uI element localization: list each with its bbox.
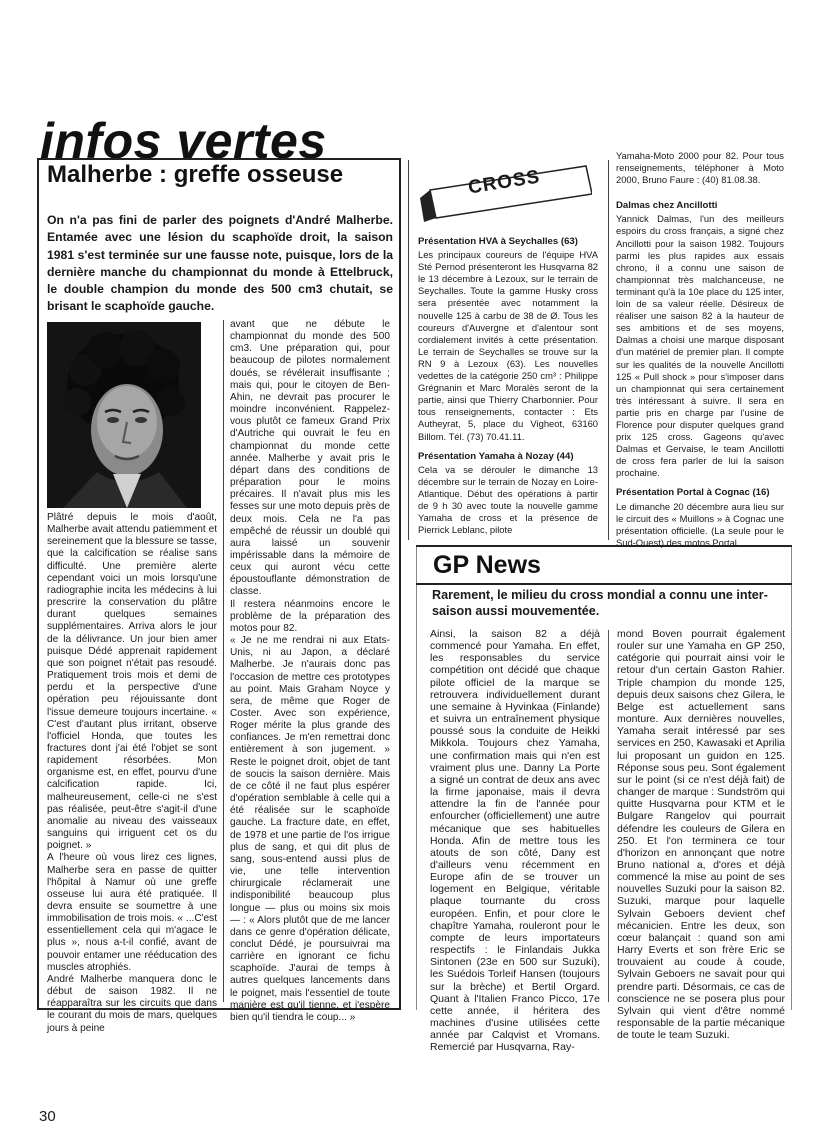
article-left-column: [47, 512, 217, 1035]
column-divider: [223, 320, 224, 1002]
article-paragraph: « Je ne me rendrai ni aux Etats-Unis, ni au Japon, a déclaré Malherbe. Je n'aurais donc pas l'occasion de mettre ces prototypes au point. Mais Graham Noyce y sera, de même que Roger de Coster. Avec son expérience, Roger mérite la plus grande des confiances. Je m'en remettrai donc entièrement à son jugement. » Reste le poignet droit, objet de tant de soucis la saison dernière. Mais de ce côté il ne faut plus espérer d'opération semblable à celle qui a été réalisée sur le scaphoïde gauche. La fracture date, en effet, de 1978 et une partie de l'os irrigue plus de sang, et qui dit plus de sang, sous-entend aussi plus de vie, une telle intervention chirurgicale réclamerait une indisponibilité beaucoup plus longue — plus ou moins six mois — : « Alors plutôt que de me lancer dans ce genre d'opération délicate, conclut Dédé, je poursuivrai ma carrière en ignorant ce fichu scaphoïde. J'aurai de temps à autres quelques lancements dans le poignet, mais l'essentiel de toute manière est qu'il tienne, et j'espère bien qu'il tiendra le coup... »: [230, 635, 390, 1023]
article-paragraph: Plâtré depuis le mois d'août, Malherbe avait attendu patiemment et sereinement que la blessure se tasse, que la calcification se réalise sans difficulté. Une première alerte cependant voici un mois lorsqu'une radiographie incita les médecins à lui prescrire la conservation du plâtre durant quelques semaines supplémentaires. Arriva alors le jour de la délivrance. Un jour bien amer puisque Dédé apprenait rapidement que son poignet n'était pas resoudé. Pratiquement trois mois et demi de perdu et la perspective d'une opération peu réjouissante dont l'issue demeure toujours incertaine. « C'est d'autant plus irritant, observe l'officiel Honda, que toutes les fractures dont j'ai été l'objet se sont rapidement résorbées. Mon organisme est, en effet, pourvu d'une calcification rapide. Ici, malheureusement, celle-ci ne s'est pas réalisée, peut-être s'agit-il d'une anomalie au niveau des vaisseaux sanguins qui irriguent cet os du poignet. »: [47, 512, 218, 852]
article-paragraph: A l'heure où vous lirez ces lignes, Malherbe sera en passe de quitter l'hôpital à Namur où une greffe osseuse lui aura été pratiquée. Il devra ensuite se soumettre à une immobilisation de trois mois. « ...C'est essentiellement cela qui m'agace le plus », nous a-t-il confié, avant de pouvoir entamer une rééducation des muscles atrophiés.: [47, 852, 217, 973]
news-item-text: Le dimanche 20 décembre aura lieu sur le circuit des « Muillons » à Cognac une présentation officielle. (La seule pour le Sud-Ouest) des motos Portal.: [616, 500, 784, 548]
news-item-title: Présentation Portal à Cognac (16): [616, 487, 770, 499]
article-lead: On n'a pas fini de parler des poignets d'André Malherbe. Entamée avec une lésion du scaphoïde droit, la saison 1981 s'est terminée sur une fausse note, puisque, lors de la dernière manche du championnat du monde à Ettelbruck, le double champion du monde des 500 cm3 chutait, se brisant le scaphoïde gauche.: [47, 213, 393, 314]
news-item-text: Yannick Dalmas, l'un des meilleurs espoirs du cross français, a signé chez Ancillotti pour la saison 1982. Toujours parmi les plus rapides aux essais chrono, il a connu une saison de championnat très malchanceuse, ne terminant qu'à la 10e place du 125 inter, loin de sa valeur réelle. Désireux de réaliser une saison 82 à la hauteur de ses ambitions et de ses moyens, Dalmas a choisi une marque disposant d'un matériel de premier plan. Il compte sur les qualités de la nouvelle Ancillotti 125 « Pull shock » pour s'imposer dans un championnat qui sera certainement très intéressant à suivre. Il sera en partie pris en charge par l'usine de Florence pour disputer quelques grand prix 125 cross. Gageons qu'avec Dalmas et Gervaise, le team Ancillotti de cross fera parler de lui la saison prochaine.: [616, 213, 784, 479]
cross-badge-label: CROSS: [466, 166, 542, 199]
news-item-title: Dalmas chez Ancillotti: [616, 200, 718, 212]
gp-news-column-1: Ainsi, la saison 82 a déjà commencé pour Yamaha. En effet, les responsables du service compétition ont décidé que chaque pilote officiel de la marque se retrouvera individuellement durant une semaine à Hyvinkaa (Finlande) et suivra un entraînement physique poussé sous la conduite de Heikki Mikkola. Toujours chez Yamaha, une confirmation mais qui n'en est vraiment plus une. Danny La Porte a signé un contrat de deux ans avec la firme japonaise, mais il devra attendre la fin de l'année pour enfourcher (officiellement) une autre mécanique que ses habituelles Honda. Afin de mettre tous les atouts de son côté, Dany est d'ailleurs venu récemment en Europe afin de se trouver un logement en Belgique, véritable plaque tournante du cross européen. Enfin, et pour clore le chapître Yamaha, rouleront pour le compte de leurs importateurs respectifs : le Finlandais Jukka Sintonen (23e en 500 sur Suzuki), les Suédois Torleif Hansen (toujours sur la brèche) et Bertil Orgard. Quant à l'Italien Franco Picco, 17e cette année, il héritera des machines d'usine utilisées cette année par Calqvist et Vromans. Remercié par Husqvarna, Ray-: [430, 628, 600, 1054]
article-paragraph: Il restera néanmoins encore le problème de la préparation des motos pour 82.: [230, 598, 390, 634]
cross-column-2: [616, 150, 784, 549]
gp-news-lead: Rarement, le milieu du cross mondial a connu une inter-saison aussi mouvementée.: [432, 588, 768, 619]
news-item-title: Présentation HVA à Seychalles (63): [418, 236, 578, 247]
article-paragraph: André Malherbe manquera donc le début de saison 1982. Il ne réapparaîtra sur les circuits que dans le courant du mois de mars, quelques jours à peine: [47, 973, 217, 1034]
news-item-title: Présentation Yamaha à Nozay (44): [418, 450, 574, 462]
article-paragraph: avant que ne débute le championnat du monde des 500 cm3. Une préparation qui, pour beaucoup de pilotes normalement doués, se révélerait insuffisante ; mais qui, pour le citoyen de Ben-Ahin, ne devrait pas procurer le moindre inconvénient. Rappelez-vous plutôt ce fameux Grand Prix d'Autriche qui ouvrait le feu en championnat du monde cette année. Malherbe y avait pris le départ dans des conditions de préparation pour le moins précaires. Il n'avait plus mis les fesses sur une moto depuis près de deux mois. Cela ne l'a pas empêché de réussir un doublé qui aura laissé un souvenir impérissable dans la mémoire de ceux qui auront vécu cette époustouflante démonstration de classe.: [230, 319, 390, 598]
section-title: infos vertes: [40, 113, 327, 169]
portrait-photo: [47, 322, 201, 508]
page-number: 30: [39, 1108, 56, 1125]
column-divider: [408, 160, 409, 540]
article-right-column: [230, 319, 390, 1024]
cross-column-1: [418, 236, 598, 536]
news-item-text: Cela va se dérouler le dimanche 13 décembre sur le terrain de Nozay en Loire-Atlantique. Début des opérations à partir de 9 h 30 avec toute la nouvelle gamme Yamaha de cross et la présence de Pierrick Leblanc, pilote: [418, 463, 598, 536]
column-divider: [608, 160, 609, 540]
news-item-text: Yamaha-Moto 2000 pour 82. Pour tous renseignements, téléphoner à Moto 2000, Bruno Faure : (40) 81.08.38.: [616, 150, 784, 186]
column-divider: [608, 630, 609, 1002]
gp-news-column-2: mond Boven pourrait également rouler sur une Yamaha en GP 250, catégorie qui pourrait ainsi voir le retour d'un certain Gaston Rahier. Triple champion du monde 125, depuis deux saisons chez Gilera, le Belge est actuellement sans monture. Aux dernières nouvelles, Yamaha serait intéressé par ses services en 250, Kawasaki et Aprilia lui proposant un guidon en 125. Réponse sous peu. Sont également sur le point (si ce n'est déjà fait) de changer de marque : Sundström qui quitte Husqvarna pour KTM et le Bulgare Rangelov qui pourrait défendre les couleurs de Gilera en 250. Et l'on terminera ce tour d'horizon en annonçant que notre Bruno national a, d'ores et déjà commencé la mise au point de ses nouvelles Suzuki pour la saison 82. Suzuki, marque pour laquelle Sylvain Geboers devient chef mécanicien. Entre les deux, son cœur balançait : quand son ami Harry Everts et son frère Eric se trouvaient au coude à coude, Sylvain Geboers ne savait pour qui prendre parti. Désormais, ce cas de conscience ne se posera plus pour Sylvain qui vient d'être nommé responsable de la partie mécanique de toute le team Suzuki.: [617, 628, 785, 1042]
gp-news-title: GP News: [433, 551, 541, 579]
article-headline: Malherbe : greffe osseuse: [47, 161, 344, 188]
news-item-text: Les principaux coureurs de l'équipe HVA Sté Pernod présenteront les Husqvarna 82 le 13 décembre à Lezoux, sur le terrain de Seychalles. Toute la gamme Husky cross sera présentée avec notamment la nouvelle 125 à carbu de 38 de Ø. Tous les coureurs d'Auvergne et d'alentour sont cordialement invités à cette présentation. Le terrain de Seychalles se trouve sur la RN 9 à Lezoux (63). Les nouvelles vedettes de la catégorie 250 cm³ : Philippe Grégnanin et Marc Moralès seront de la partie, ainsi que Thierry Charbonnier. Pour tous renseignements, contacter : Ets Autheyrat, 5, place du Vigheot, 63160 Billom. Tél. (73) 70.41.11.: [418, 249, 598, 442]
